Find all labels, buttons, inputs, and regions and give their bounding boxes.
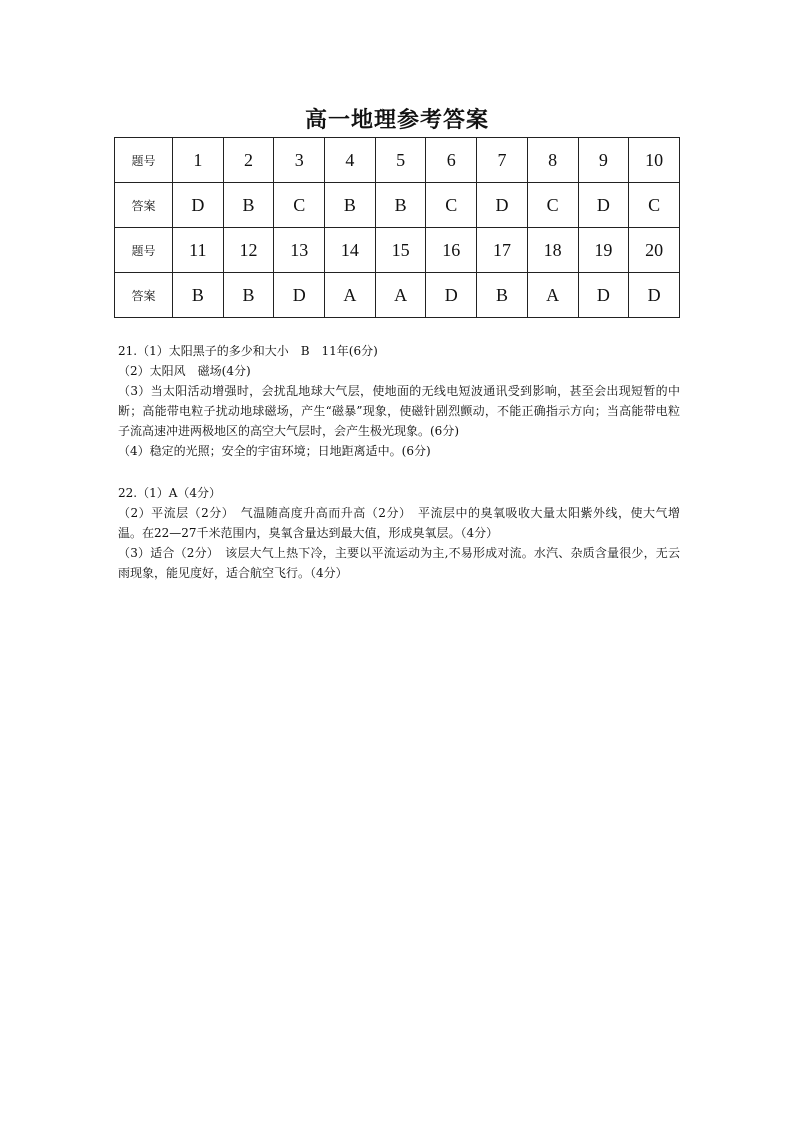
q22-part-2: （2）平流层（2分） 气温随高度升高而升高（2分） 平流层中的臭氧吸收大量太阳紫外线，使大气增温。在22—27千米范围内，臭氧含量达到最大值，形成臭氧层。（4分） [118,506,680,540]
table-cell: 6 [426,138,477,183]
table-row [115,138,680,183]
table-cell: C [426,183,477,228]
table-cell: A [527,273,578,318]
table-cell: B [375,183,426,228]
table-cell: 9 [578,138,629,183]
table-cell: D [477,183,528,228]
table-cell: 1 [173,138,224,183]
table-cell: 4 [325,138,376,183]
table-row [115,183,680,228]
q21-part-3: （3）当太阳活动增强时，会扰乱地球大气层，使地面的无线电短波通讯受到影响，甚至会出现短暂的中断；高能带电粒子扰动地球磁场，产生“磁暴”现象，使磁针剧烈颤动，不能正确指示方向；当高能带电粒子流高速冲进两极地区的高空大气层时，会产生极光现象。(6分) [118,384,680,438]
table-cell: B [223,183,274,228]
table-cell: C [274,183,325,228]
table-cell: B [223,273,274,318]
q21-part-4: （4）稳定的光照；安全的宇宙环境；日地距离适中。(6分) [118,444,431,458]
table-cell: 20 [629,228,680,273]
q21-part-2: （2）太阳风 磁场(4分) [118,364,251,378]
row-label: 答案 [115,273,173,318]
table-cell: 16 [426,228,477,273]
table-cell: D [578,273,629,318]
table-cell: B [477,273,528,318]
table-cell: 2 [223,138,274,183]
page-title: 高一地理参考答案 [304,107,489,133]
table-cell: 14 [325,228,376,273]
table-cell: D [173,183,224,228]
table-cell: D [629,273,680,318]
table-row [115,273,680,318]
table-cell: B [173,273,224,318]
table-cell: 5 [375,138,426,183]
table-cell: 13 [274,228,325,273]
table-cell: 7 [477,138,528,183]
table-cell: C [527,183,578,228]
table-cell: C [629,183,680,228]
q22-part-3: （3）适合（2分） 该层大气上热下冷，主要以平流运动为主,不易形成对流。水汽、杂质含量很少，无云雨现象，能见度好，适合航空飞行。（4分） [118,546,680,580]
answer-table [114,137,680,318]
table-cell: 3 [274,138,325,183]
table-cell: 19 [578,228,629,273]
table-cell: B [325,183,376,228]
table-cell: A [375,273,426,318]
q21-part-1: 21.（1）太阳黑子的多少和大小 B 11年(6分) [118,344,378,358]
table-cell: 18 [527,228,578,273]
row-label: 题号 [115,228,173,273]
q22-part-1: 22.（1）A（4分） [118,486,222,500]
table-cell: 8 [527,138,578,183]
table-cell: 12 [223,228,274,273]
row-label: 答案 [115,183,173,228]
table-cell: D [426,273,477,318]
table-cell: D [274,273,325,318]
table-cell: D [578,183,629,228]
table-cell: A [325,273,376,318]
table-cell: 17 [477,228,528,273]
table-row [115,228,680,273]
table-cell: 10 [629,138,680,183]
answer-text [118,341,680,583]
table-cell: 15 [375,228,426,273]
table-cell: 11 [173,228,224,273]
section-gap [118,461,680,483]
row-label: 题号 [115,138,173,183]
